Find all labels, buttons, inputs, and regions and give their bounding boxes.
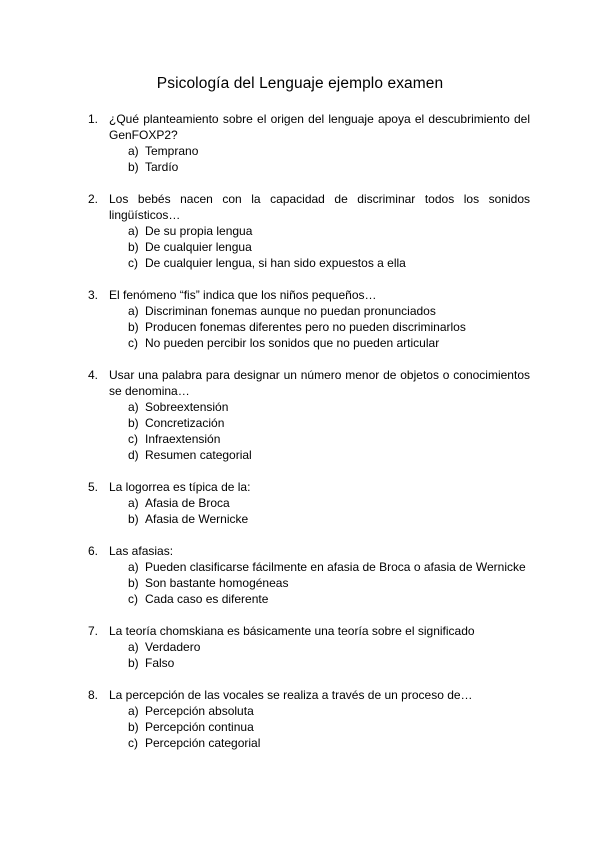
option-letter: b): [128, 160, 139, 174]
answer-option: [128, 719, 530, 735]
question-text: El fenómeno “fis” indica que los niños pequeños…: [109, 288, 377, 302]
question-number: 5.: [88, 480, 99, 494]
option-text: Afasia de Wernicke: [145, 512, 249, 526]
option-letter: a): [128, 704, 139, 718]
option-letter: b): [128, 512, 139, 526]
question-text: ¿Qué planteamiento sobre el origen del lenguaje apoya el descubrimiento del GenFOXP2?: [109, 112, 530, 142]
question-number: 6.: [88, 544, 99, 558]
answer-option: [128, 495, 530, 511]
option-text: Resumen categorial: [145, 448, 252, 462]
question-header: [88, 687, 530, 703]
question-item: [88, 623, 530, 671]
answer-option: [128, 639, 530, 655]
question-number: 4.: [88, 368, 99, 382]
answer-option: [128, 591, 530, 607]
question-header: [88, 287, 530, 303]
option-text: Falso: [145, 656, 175, 670]
option-letter: c): [128, 736, 138, 750]
option-text: Tardío: [145, 160, 179, 174]
answer-option: [128, 303, 530, 319]
option-text: De cualquier lengua: [145, 240, 252, 254]
option-letter: a): [128, 560, 139, 574]
question-number: 2.: [88, 192, 99, 206]
option-text: Percepción categorial: [145, 736, 261, 750]
option-letter: b): [128, 720, 139, 734]
option-letter: d): [128, 448, 139, 462]
answer-option: [128, 511, 530, 527]
question-header: [88, 623, 530, 639]
option-list: [88, 399, 530, 463]
option-letter: b): [128, 576, 139, 590]
option-letter: b): [128, 320, 139, 334]
question-header: [88, 543, 530, 559]
option-letter: b): [128, 240, 139, 254]
question-number: 7.: [88, 624, 99, 638]
option-text: Infraextensión: [145, 432, 221, 446]
answer-option: [128, 703, 530, 719]
answer-option: [128, 143, 530, 159]
answer-option: [128, 255, 530, 271]
question-text: La percepción de las vocales se realiza a través de un proceso de…: [109, 688, 473, 702]
question-text: La teoría chomskiana es básicamente una teoría sobre el significado: [109, 624, 475, 638]
option-text: Verdadero: [145, 640, 201, 654]
answer-option: [128, 735, 530, 751]
question-item: [88, 687, 530, 751]
option-letter: a): [128, 400, 139, 414]
question-number: 1.: [88, 112, 99, 126]
option-letter: a): [128, 640, 139, 654]
question-text: Los bebés nacen con la capacidad de discriminar todos los sonidos lingüísticos…: [109, 192, 530, 222]
option-text: Sobreextensión: [145, 400, 229, 414]
answer-option: [128, 415, 530, 431]
option-text: No pueden percibir los sonidos que no pueden articular: [145, 336, 440, 350]
option-text: Pueden clasificarse fácilmente en afasia de Broca o afasia de Wernicke: [145, 560, 526, 574]
option-letter: c): [128, 592, 138, 606]
option-list: [88, 223, 530, 271]
answer-option: [128, 223, 530, 239]
answer-option: [128, 431, 530, 447]
question-item: [88, 367, 530, 463]
option-text: De cualquier lengua, si han sido expuestos a ella: [145, 256, 406, 270]
question-text: Las afasias:: [109, 544, 174, 558]
question-header: [88, 111, 530, 143]
question-header: [88, 479, 530, 495]
option-list: [88, 559, 530, 607]
option-letter: c): [128, 432, 138, 446]
option-text: Temprano: [145, 144, 199, 158]
option-letter: b): [128, 656, 139, 670]
answer-option: [128, 399, 530, 415]
question-list: [88, 111, 530, 767]
option-letter: c): [128, 256, 138, 270]
option-text: Discriminan fonemas aunque no puedan pronunciados: [145, 304, 436, 318]
answer-option: [128, 159, 530, 175]
question-item: [88, 111, 530, 175]
option-text: Son bastante homogéneas: [145, 576, 289, 590]
answer-option: [128, 575, 530, 591]
option-list: [88, 303, 530, 351]
option-letter: a): [128, 224, 139, 238]
option-text: Cada caso es diferente: [145, 592, 269, 606]
question-item: [88, 479, 530, 527]
answer-option: [128, 655, 530, 671]
question-header: [88, 191, 530, 223]
answer-option: [128, 335, 530, 351]
answer-option: [128, 239, 530, 255]
option-letter: a): [128, 144, 139, 158]
answer-option: [128, 559, 530, 575]
option-letter: a): [128, 496, 139, 510]
option-list: [88, 143, 530, 175]
question-text: La logorrea es típica de la:: [109, 480, 251, 494]
question-header: [88, 367, 530, 399]
question-item: [88, 543, 530, 607]
question-item: [88, 287, 530, 351]
question-number: 3.: [88, 288, 99, 302]
option-letter: c): [128, 336, 138, 350]
option-letter: b): [128, 416, 139, 430]
option-text: Afasia de Broca: [145, 496, 230, 510]
option-letter: a): [128, 304, 139, 318]
question-item: [88, 191, 530, 271]
option-text: Producen fonemas diferentes pero no pueden discriminarlos: [145, 320, 466, 334]
option-text: De su propia lengua: [145, 224, 253, 238]
page-title: Psicología del Lenguaje ejemplo examen: [156, 75, 444, 92]
answer-option: [128, 319, 530, 335]
option-text: Percepción continua: [145, 720, 254, 734]
option-list: [88, 703, 530, 751]
question-number: 8.: [88, 688, 99, 702]
option-text: Concretización: [145, 416, 225, 430]
option-list: [88, 495, 530, 527]
option-list: [88, 639, 530, 671]
answer-option: [128, 447, 530, 463]
question-text: Usar una palabra para designar un número menor de objetos o conocimientos se denomina…: [109, 368, 530, 398]
option-text: Percepción absoluta: [145, 704, 254, 718]
